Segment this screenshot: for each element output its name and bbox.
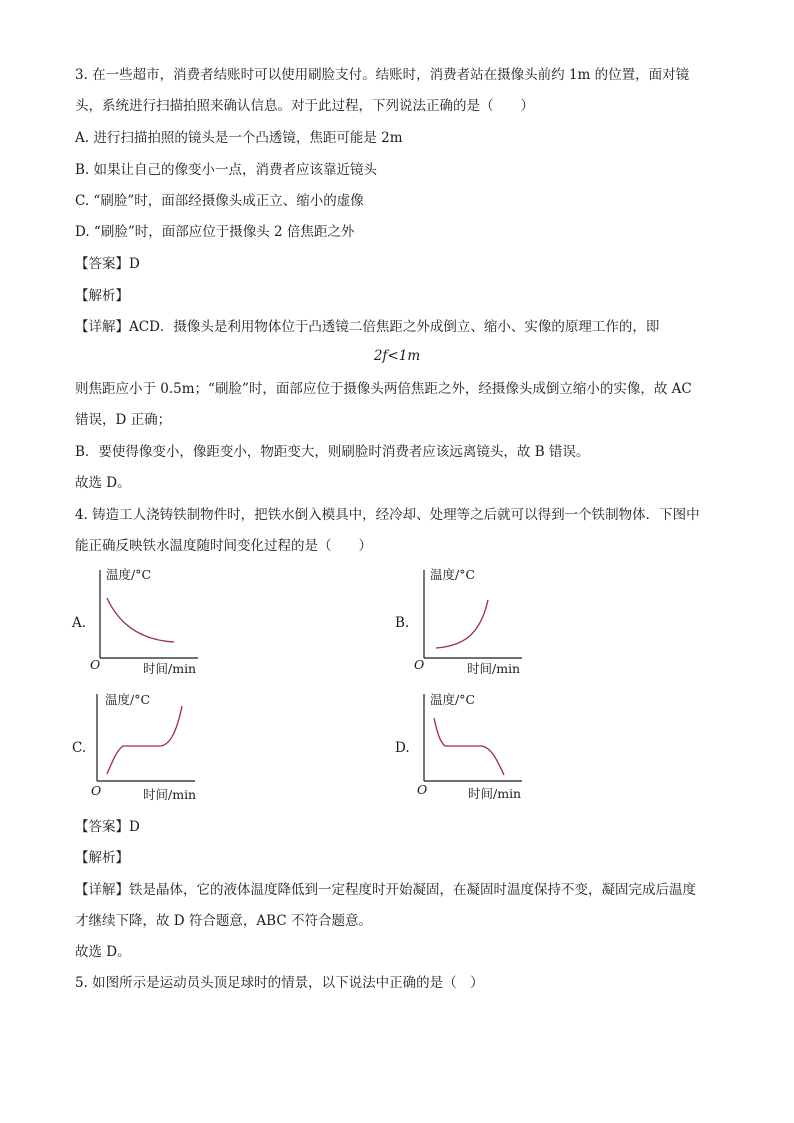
q3-detail-line2: 则焦距应小于 0.5m；“刷脸”时，面部应位于摄像头两倍焦距之外，经摄像头成倒立缩小的实像，故 AC [75,381,692,397]
q3-stem-line1: 3. 在一些超市，消费者结账时可以使用刷脸支付。结账时，消费者站在摄像头前约 1m 的位置，面对镜 [75,67,690,83]
q3-stem-line2: 头，系统进行扫描拍照来确认信息。对于此过程，下列说法正确的是（ ） [75,98,534,114]
q4-graph-a [88,562,208,681]
q3-formula: 2f<1m [373,348,421,364]
q4-graph-b [412,562,532,681]
q3-option-c: C. “刷脸”时，面部经摄像头成正立、缩小的虚像 [75,193,364,209]
q4-analysis-tag: 【解析】 [75,850,129,866]
curve-increasing [436,600,488,648]
x-axis-label: 时间/min [468,786,522,801]
origin-label: O [91,783,102,798]
q3-option-b: B. 如果让自己的像变小一点，消费者应该靠近镜头 [75,162,378,178]
x-axis-label: 时间/min [143,661,197,676]
origin-label: O [414,657,425,672]
q4-stem-line1: 4. 铸造工人浇铸铁制物件时，把铁水倒入模具中，经冷却、处理等之后就可以得到一个铁制物体．下图中 [75,507,700,523]
y-axis-label: 温度/°C [430,567,476,582]
q3-option-a: A. 进行扫描拍照的镜头是一个凸透镜，焦距可能是 2m [75,130,403,146]
origin-label: O [90,657,101,672]
origin-label: O [417,782,428,797]
q4-graph-c-svg [85,688,205,803]
curve-rise-plateau-rise [107,706,182,774]
y-axis-label: 温度/°C [430,692,476,707]
q4-answer: 【答案】D [75,819,140,835]
q3-option-d: D. “刷脸”时，面部应位于摄像头 2 倍焦距之外 [75,224,355,240]
q4-graph-d-label: D. [395,740,410,756]
q4-graph-c [85,688,205,807]
q4-graph-d [412,688,532,807]
curve-decreasing [107,598,174,642]
q3-detail-line3: 错误，D 正确； [75,412,172,428]
y-axis-label: 温度/°C [105,692,151,707]
x-axis-label: 时间/min [143,787,197,802]
q5-stem: 5. 如图所示是运动员头顶足球时的情景，以下说法中正确的是（ ） [75,975,484,991]
x-axis-label: 时间/min [467,661,521,676]
q4-stem-line2: 能正确反映铁水温度随时间变化过程的是（ ） [75,538,372,554]
q4-conclusion: 故选 D。 [75,944,131,960]
q3-conclusion: 故选 D。 [75,475,131,491]
q3-answer: 【答案】D [75,256,140,272]
y-axis-label: 温度/°C [106,567,152,582]
q4-detail-line1: 【详解】铁是晶体，它的液体温度降低到一定程度时开始凝固，在凝固时温度保持不变，凝固完成后温度 [75,882,696,898]
curve-fall-plateau-fall [434,718,504,775]
q3-analysis-tag: 【解析】 [75,288,129,304]
q4-graph-d-svg [412,688,532,803]
q4-graph-b-svg [412,562,532,677]
q4-graph-a-svg [88,562,208,677]
q4-detail-line2: 才继续下降，故 D 符合题意，ABC 不符合题意。 [75,913,372,929]
q3-detail-line4: B．要使得像变小，像距变小，物距变大，则刷脸时消费者应该远离镜头，故 B 错误。 [75,444,590,460]
q4-graph-c-label: C. [72,740,87,756]
q4-graph-b-label: B. [395,615,410,631]
q3-detail-line1: 【详解】ACD．摄像头是利用物体位于凸透镜二倍焦距之外成倒立、缩小、实像的原理工作的，即 [75,319,660,335]
q4-graph-a-label: A. [72,615,87,631]
